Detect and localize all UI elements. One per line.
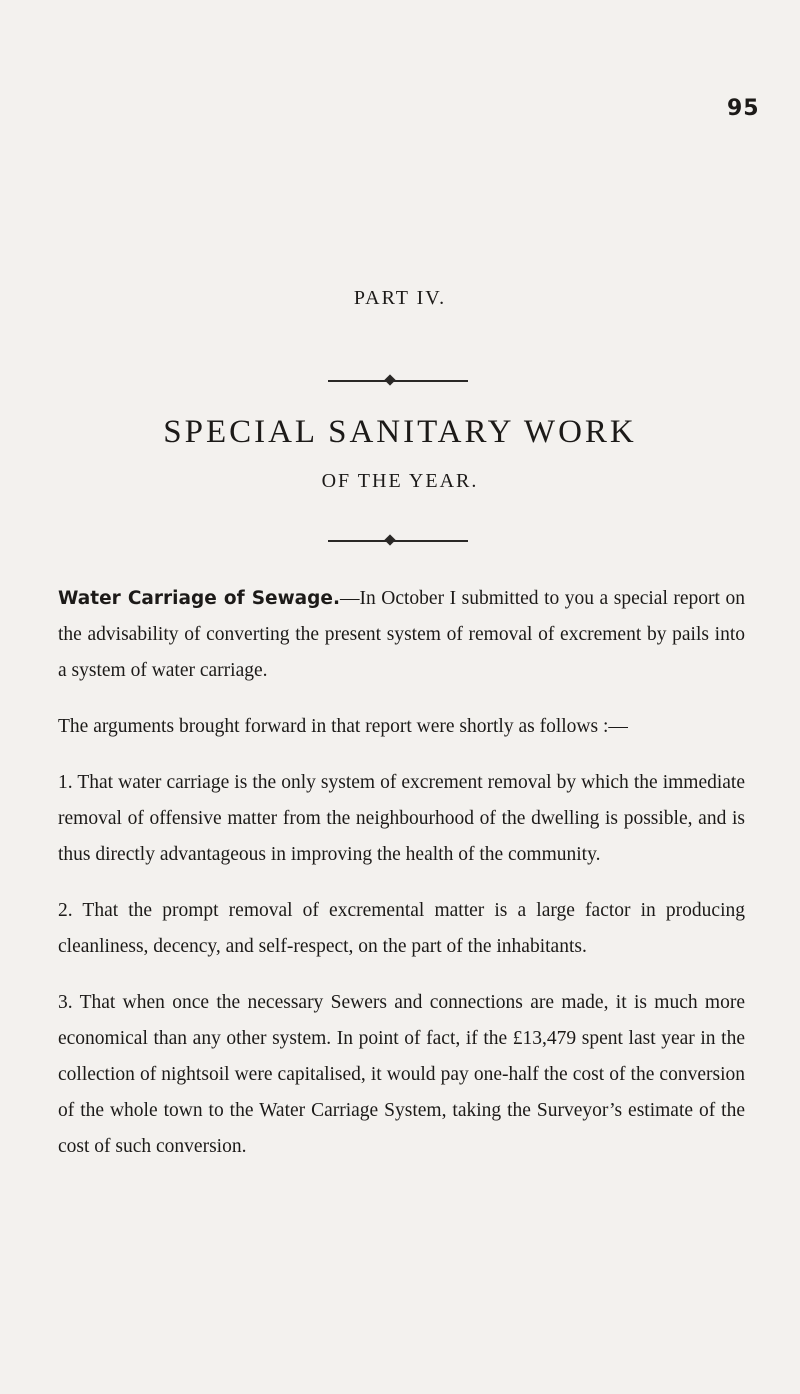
page-subtitle: OF THE YEAR. (321, 470, 479, 492)
diamond-icon (384, 534, 395, 545)
list-item-text: That water carriage is the only system of excrement removal by which the immediate removal of offensive matter from the neighbourhood of the dwelling is possible, and is thus directly advantageous in improving the health of the community. (58, 772, 745, 865)
list-item-number: 2. (58, 900, 73, 921)
list-item-text: That when once the necessary Sewers and connections are made, it is much more economical than any other system. In point of fact, if the £13,479 spent last year in the collection of nightsoil were capitalised, it would pay one-half the cost of the conversion of the whole town to the Water Carriage System, taking the Surveyor’s estimate of the cost of such conversion. (58, 992, 745, 1157)
list-item-number: 3. (58, 992, 73, 1013)
divider-line (328, 540, 468, 542)
part-heading: PART IV. (353, 287, 447, 309)
page-number: 95 (727, 96, 760, 121)
divider-line (328, 380, 468, 382)
intro-text: —In October I submitted to you a special report on the advisability of converting the present system of removal of excrement by pails into a system of water carriage. (58, 588, 745, 681)
ornamental-divider (328, 374, 468, 388)
list-item-text: That the prompt removal of excremental matter is a large factor in producing cleanliness, decency, and self-respect, on the part of the inhabitants. (58, 900, 745, 957)
arguments-intro-paragraph: The arguments brought forward in that report were shortly as follows :— (58, 716, 628, 737)
section-lead-in: Water Carriage of Sewage. (58, 588, 340, 609)
diamond-icon (384, 374, 395, 385)
list-item (58, 893, 745, 965)
body-text (58, 581, 745, 1185)
list-item-number: 1. (58, 772, 73, 793)
list-item (58, 765, 745, 873)
page-title: SPECIAL SANITARY WORK (163, 414, 637, 450)
intro-paragraph (58, 581, 745, 689)
list-item (58, 985, 745, 1165)
ornamental-divider (328, 534, 468, 548)
